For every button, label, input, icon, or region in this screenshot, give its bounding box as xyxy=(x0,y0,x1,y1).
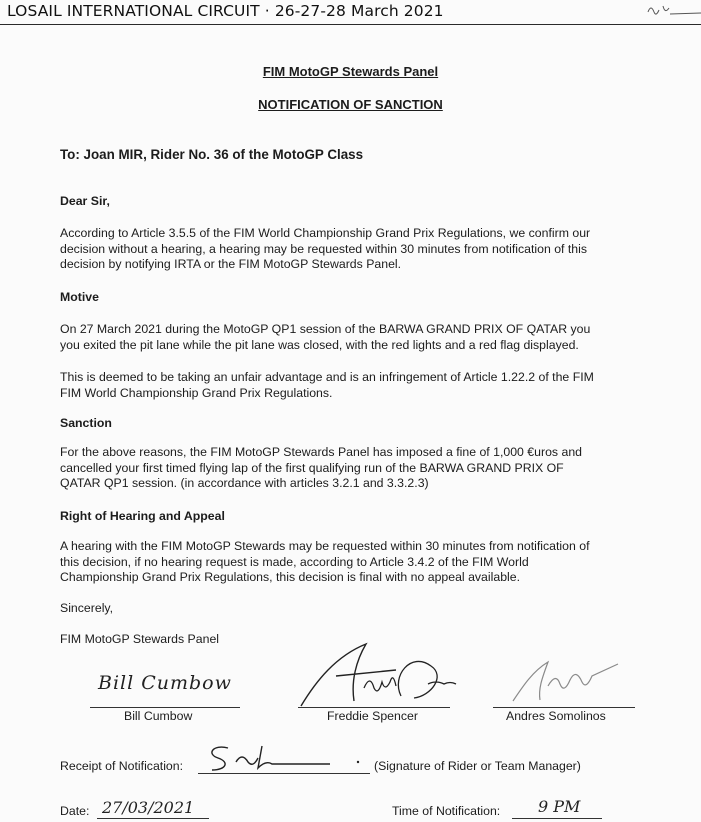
date-label: Date: xyxy=(60,804,90,818)
signature-bill-cumbow: Bill Cumbow xyxy=(98,672,232,694)
signature-line-2 xyxy=(298,707,450,708)
intro-line: decision without a hearing, a hearing may be requested within 30 minutes from notification of this xyxy=(60,241,588,256)
motive-paragraph-2 xyxy=(60,370,594,401)
corner-scribble xyxy=(640,0,701,20)
signature-freddie-spencer xyxy=(296,636,466,716)
motive-line: On 27 March 2021 during the MotoGP QP1 session of the BARWA GRAND PRIX OF QATAR you xyxy=(60,322,591,336)
motive-line: FIM World Championship Grand Prix Regulations. xyxy=(60,385,333,400)
sanction-line: For the above reasons, the FIM MotoGP Stewards Panel has imposed a fine of 1,000 €uros and xyxy=(60,445,583,459)
time-value: 9 PM xyxy=(538,797,581,816)
date-line xyxy=(97,818,209,819)
sanction-line: QATAR QP1 session. (in accordance with articles 3.2.1 and 3.3.2.3) xyxy=(60,476,429,491)
date-value: 27/03/2021 xyxy=(102,798,195,817)
intro-paragraph xyxy=(60,226,590,273)
salutation: Dear Sir, xyxy=(60,194,110,208)
event-banner xyxy=(0,0,701,25)
appeal-heading: Right of Hearing and Appeal xyxy=(60,509,225,523)
intro-line: decision by notifying IRTA or the FIM MotoGP Stewards Panel. xyxy=(60,257,402,272)
motive-heading: Motive xyxy=(60,290,99,304)
document-title: NOTIFICATION OF SANCTION xyxy=(258,97,443,112)
signatory-name: Bill Cumbow xyxy=(124,709,193,723)
receipt-label: Receipt of Notification: xyxy=(60,759,184,773)
recipient: To: Joan MIR, Rider No. 36 of the MotoGP Class xyxy=(60,147,364,162)
sanction-heading: Sanction xyxy=(60,416,112,430)
time-label: Time of Notification: xyxy=(392,804,501,818)
signature-rider-receipt xyxy=(198,740,368,776)
appeal-line: Championship Grand Prix Regulations, this decision is final with no appeal available. xyxy=(60,570,521,585)
motive-paragraph-1 xyxy=(60,322,590,353)
panel-heading: FIM MotoGP Stewards Panel xyxy=(262,64,439,79)
motive-line: you exited the pit lane while the pit lane was closed, with the red lights and a red flag displayed. xyxy=(60,337,579,352)
appeal-line: this decision, if no hearing request is made, according to Article 3.4.2 of the FIM World xyxy=(60,554,529,569)
event-banner-text: LOSAIL INTERNATIONAL CIRCUIT · 26-27-28 March 2021 xyxy=(7,2,444,20)
signature-andres-somolinos xyxy=(508,656,628,706)
closing-panel: FIM MotoGP Stewards Panel xyxy=(60,632,220,646)
signatory-name: Andres Somolinos xyxy=(506,709,606,723)
signatory-name: Freddie Spencer xyxy=(327,709,418,723)
time-line xyxy=(512,818,602,819)
appeal-line: A hearing with the FIM MotoGP Stewards may be requested within 30 minutes from notification of xyxy=(60,539,590,553)
closing-sincerely: Sincerely, xyxy=(60,601,114,615)
receipt-signature-line xyxy=(198,773,370,774)
appeal-paragraph xyxy=(60,539,589,586)
sanction-paragraph xyxy=(60,445,582,492)
sanction-line: cancelled your first timed flying lap of the first qualifying run of the BARWA GRAND PRIX OF xyxy=(60,460,564,475)
signature-line-1 xyxy=(90,707,240,708)
intro-line: According to Article 3.5.5 of the FIM World Championship Grand Prix Regulations, we confirm our xyxy=(60,226,591,240)
motive-line: This is deemed to be taking an unfair advantage and is an infringement of Article 1.22.2 of the FIM xyxy=(60,370,594,384)
signature-line-3 xyxy=(493,707,635,708)
receipt-suffix: (Signature of Rider or Team Manager) xyxy=(374,759,581,773)
